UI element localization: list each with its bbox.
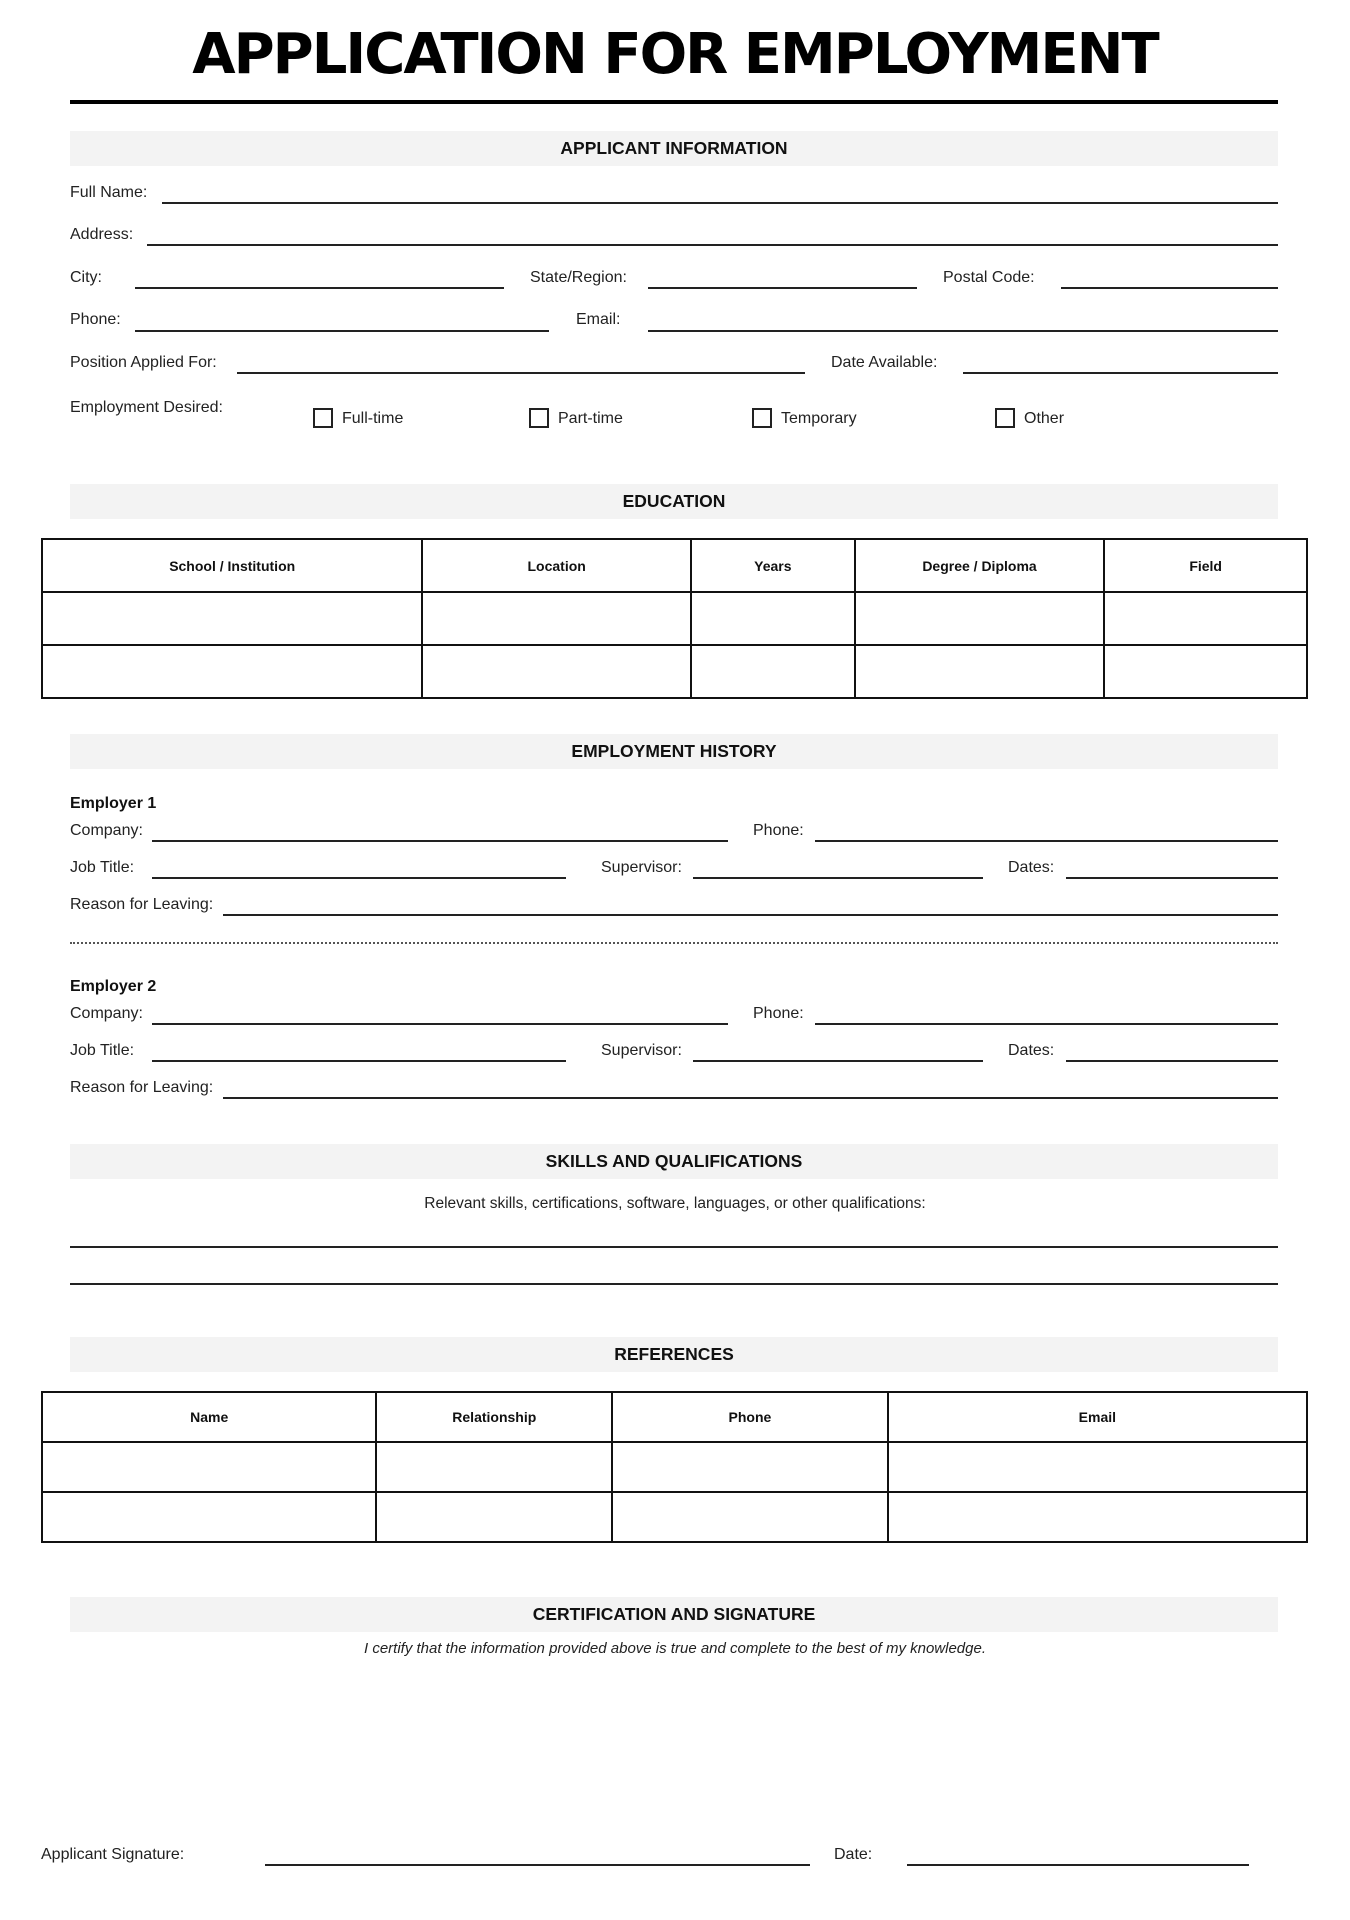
employer-divider <box>70 942 1278 944</box>
employer-2-dates-label: Dates: <box>1008 1042 1055 1059</box>
full-time-checkbox[interactable] <box>313 408 333 428</box>
references-cell[interactable] <box>376 1492 612 1542</box>
references-cell[interactable] <box>376 1442 612 1492</box>
full-name-label: Full Name: <box>70 184 148 201</box>
employer-1-job-title-field[interactable] <box>152 877 566 879</box>
education-col-field: Field <box>1104 539 1307 592</box>
education-cell[interactable] <box>1104 645 1307 698</box>
employer-1-reason-label: Reason for Leaving: <box>70 896 214 913</box>
date-available-field[interactable] <box>963 372 1278 374</box>
references-row <box>42 1442 1307 1492</box>
employer-1-reason-field[interactable] <box>223 914 1278 916</box>
email-label: Email: <box>576 311 621 328</box>
references-cell[interactable] <box>888 1492 1307 1542</box>
full-time-label: Full-time <box>342 410 404 427</box>
education-col-location: Location <box>422 539 691 592</box>
references-cell[interactable] <box>888 1442 1307 1492</box>
employer-1-company-label: Company: <box>70 822 143 839</box>
employer-2-supervisor-label: Supervisor: <box>601 1042 682 1059</box>
section-header-employment: EMPLOYMENT HISTORY <box>70 734 1278 769</box>
references-cell[interactable] <box>42 1442 376 1492</box>
education-cell[interactable] <box>422 592 691 645</box>
employer-1-dates-label: Dates: <box>1008 859 1055 876</box>
part-time-checkbox[interactable] <box>529 408 549 428</box>
employer-1-heading: Employer 1 <box>70 795 157 812</box>
employer-2-supervisor-field[interactable] <box>693 1060 983 1062</box>
education-col-years: Years <box>691 539 855 592</box>
employer-2-heading: Employer 2 <box>70 978 157 995</box>
section-header-education: EDUCATION <box>70 484 1278 519</box>
references-col-relationship: Relationship <box>376 1392 612 1442</box>
phone-field[interactable] <box>135 330 549 332</box>
employer-1-dates-field[interactable] <box>1066 877 1278 879</box>
other-label: Other <box>1024 410 1065 427</box>
references-cell[interactable] <box>612 1492 888 1542</box>
references-cell[interactable] <box>42 1492 376 1542</box>
part-time-label: Part-time <box>558 410 623 427</box>
education-header-row <box>42 539 1307 592</box>
signature-field[interactable] <box>265 1864 810 1866</box>
address-field[interactable] <box>147 244 1278 246</box>
education-col-degree: Degree / Diploma <box>855 539 1105 592</box>
references-col-name: Name <box>42 1392 376 1442</box>
references-table <box>41 1391 1308 1543</box>
skills-prompt: Relevant skills, certifications, software, languages, or other qualifications: <box>424 1195 926 1212</box>
employer-2-company-label: Company: <box>70 1005 143 1022</box>
employer-2-dates-field[interactable] <box>1066 1060 1278 1062</box>
employer-2-reason-field[interactable] <box>223 1097 1278 1099</box>
full-name-field[interactable] <box>162 202 1278 204</box>
state-field[interactable] <box>648 287 917 289</box>
education-cell[interactable] <box>691 645 855 698</box>
skills-line[interactable] <box>70 1246 1278 1248</box>
employer-2-reason-label: Reason for Leaving: <box>70 1079 214 1096</box>
education-cell[interactable] <box>1104 592 1307 645</box>
employer-2-phone-label: Phone: <box>753 1005 804 1022</box>
address-label: Address: <box>70 226 134 243</box>
section-header-skills: SKILLS AND QUALIFICATIONS <box>70 1144 1278 1179</box>
email-field[interactable] <box>648 330 1278 332</box>
education-cell[interactable] <box>42 592 422 645</box>
employer-1-phone-field[interactable] <box>815 840 1278 842</box>
state-label: State/Region: <box>530 269 627 286</box>
references-cell[interactable] <box>612 1442 888 1492</box>
references-col-phone: Phone <box>612 1392 888 1442</box>
employer-2-phone-field[interactable] <box>815 1023 1278 1025</box>
signature-date-field[interactable] <box>907 1864 1249 1866</box>
postal-code-label: Postal Code: <box>943 269 1035 286</box>
education-cell[interactable] <box>691 592 855 645</box>
employer-2-job-title-label: Job Title: <box>70 1042 135 1059</box>
references-col-email: Email <box>888 1392 1307 1442</box>
education-row <box>42 645 1307 698</box>
employer-1-supervisor-field[interactable] <box>693 877 983 879</box>
city-label: City: <box>70 269 102 286</box>
education-cell[interactable] <box>422 645 691 698</box>
section-header-references: REFERENCES <box>70 1337 1278 1372</box>
references-row <box>42 1492 1307 1542</box>
employer-2-company-field[interactable] <box>152 1023 728 1025</box>
employer-1-supervisor-label: Supervisor: <box>601 859 682 876</box>
employment-desired-label: Employment Desired: <box>70 399 223 416</box>
employer-1-job-title-label: Job Title: <box>70 859 135 876</box>
section-header-applicant: APPLICANT INFORMATION <box>70 131 1278 166</box>
temporary-label: Temporary <box>781 410 857 427</box>
education-table <box>41 538 1308 699</box>
skills-line[interactable] <box>70 1283 1278 1285</box>
education-cell[interactable] <box>855 645 1105 698</box>
temporary-checkbox[interactable] <box>752 408 772 428</box>
employer-2-job-title-field[interactable] <box>152 1060 566 1062</box>
references-header-row <box>42 1392 1307 1442</box>
page-title: APPLICATION FOR EMPLOYMENT <box>192 22 1158 87</box>
education-col-school: School / Institution <box>42 539 422 592</box>
education-row <box>42 592 1307 645</box>
section-header-certification: CERTIFICATION AND SIGNATURE <box>70 1597 1278 1632</box>
certification-statement: I certify that the information provided above is true and complete to the best of my knowledge. <box>363 1640 986 1657</box>
position-label: Position Applied For: <box>70 354 217 371</box>
signature-date-label: Date: <box>834 1846 873 1863</box>
phone-label: Phone: <box>70 311 121 328</box>
other-checkbox[interactable] <box>995 408 1015 428</box>
education-cell[interactable] <box>855 592 1105 645</box>
position-field[interactable] <box>237 372 805 374</box>
city-field[interactable] <box>135 287 504 289</box>
date-available-label: Date Available: <box>831 354 938 371</box>
education-cell[interactable] <box>42 645 422 698</box>
title-divider <box>70 100 1278 104</box>
postal-code-field[interactable] <box>1061 287 1278 289</box>
employer-1-phone-label: Phone: <box>753 822 804 839</box>
signature-label: Applicant Signature: <box>41 1846 185 1863</box>
employer-1-company-field[interactable] <box>152 840 728 842</box>
